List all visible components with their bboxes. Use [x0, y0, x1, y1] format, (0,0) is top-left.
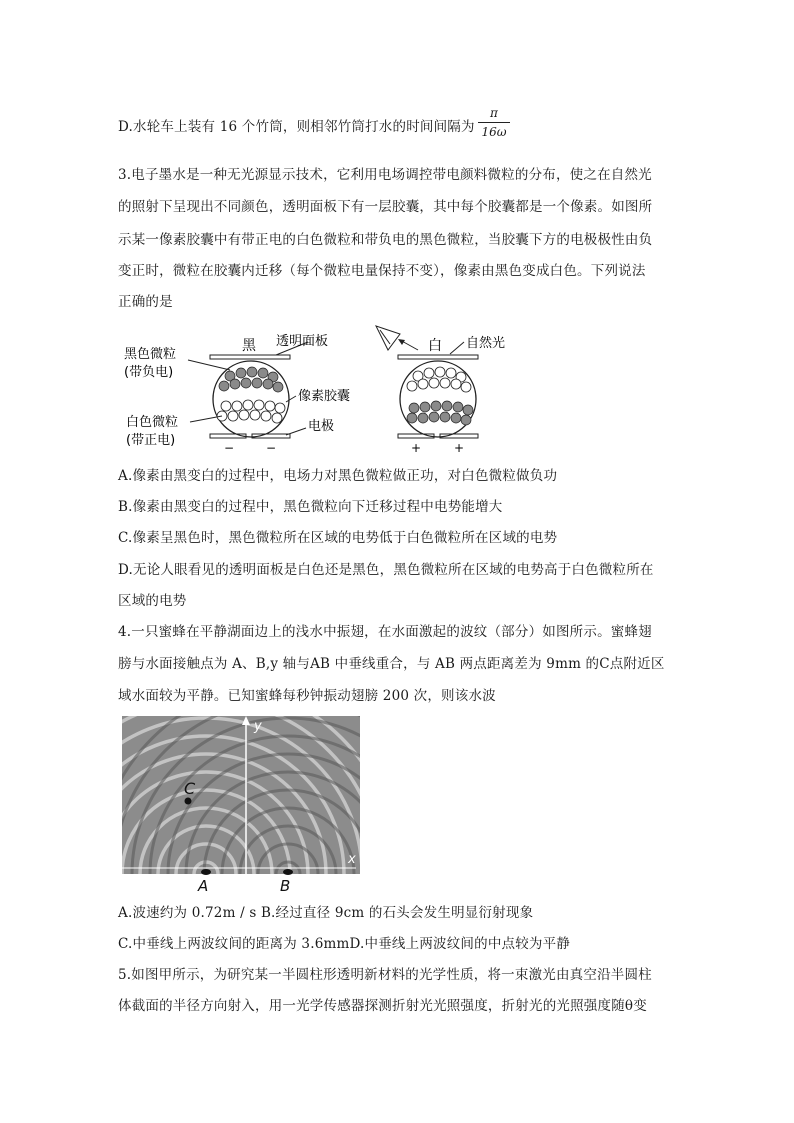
q3-option-b: B.像素由黑变白的过程中，黑色微粒向下迁移过程中电势能增大	[118, 499, 503, 515]
point-c-label: C	[184, 779, 196, 798]
y-axis-label: y	[254, 719, 262, 734]
point-b-label: B	[280, 877, 291, 894]
q5-line-2: 体截面的半径方向射入，用一光学传感器探测折射光光照强度，折射光的光照强度随θ变	[118, 998, 647, 1014]
prev-option-d: D.水轮车上装有 16 个竹筒，则相邻竹筒打水的时间间隔为	[118, 119, 475, 135]
q3-line-2: 的照射下呈现出不同颜色，透明面板下有一层胶囊，其中每个胶囊都是一个像素。如图所	[118, 199, 653, 215]
q3-line-1: 3.电子墨水是一种无光源显示技术，它利用电场调控带电颜料微粒的分布，使之在自然光	[118, 167, 652, 183]
black-particles-left	[219, 367, 283, 392]
minus-sign-1: −	[224, 441, 235, 455]
capsule-label: 像素胶囊	[298, 389, 351, 404]
transparent-panel-right	[398, 355, 478, 359]
q4-line-2: 膀与水面接触点为 A、B,y 轴与AB 中垂线重合，与 AB 两点距离差为 9mm 的C点附近区	[118, 656, 665, 672]
electrode-label: 电极	[308, 419, 335, 434]
q5-line-1: 5.如图甲所示，为研究某一半圆柱形透明新材料的光学性质，将一束激光由真空沿半圆柱	[118, 967, 652, 983]
q3-option-a: A.像素由黑变白的过程中，电场力对黑色微粒做正功，对白色微粒做负功	[118, 468, 558, 484]
white-particle-leader	[190, 416, 222, 422]
point-b-mark	[283, 869, 293, 875]
fraction-bar	[478, 122, 510, 123]
q4-line-1: 4.一只蜜蜂在平静湖面边上的浅水中振翅，在水面激起的波纹（部分）如图所示。蜜蜂翅	[118, 624, 652, 640]
minus-sign-2: −	[266, 441, 277, 455]
light-label: 自然光	[466, 336, 506, 351]
black-label: 黑	[242, 338, 256, 354]
black-particle-leader	[188, 360, 230, 370]
q4-options-cd: C.中垂线上两波纹间的距离为 3.6mmD.中垂线上两波纹间的中点较为平静	[118, 936, 571, 952]
point-a-label: A	[198, 877, 209, 894]
electrode-leader	[286, 428, 306, 435]
q3-option-d-line-1: D.无论人眼看见的透明面板是白色还是黑色，黑色微粒所在区域的电势高于白色微粒所在	[118, 562, 654, 578]
plus-sign-1: +	[411, 441, 422, 455]
panel-label: 透明面板	[276, 334, 329, 349]
eye-icon	[376, 326, 400, 350]
white-particle-label: 白色微粒	[126, 415, 179, 430]
point-c-dot	[185, 798, 192, 805]
q4-line-3: 域水面较为平静。已知蜜蜂每秒钟振动翅膀 200 次，则该水波	[118, 688, 496, 704]
q3-option-d-line-2: 区域的电势	[118, 593, 187, 609]
q3-line-4: 变正时，微粒在胶囊内迁移（每个微粒电量保持不变），像素由黑色变成白色。下列说法	[118, 263, 646, 279]
fraction-pi-over-16omega	[478, 106, 510, 139]
q3-option-c: C.像素呈黑色时，黑色微粒所在区域的电势低于白色微粒所在区域的电势	[118, 530, 558, 546]
eink-capsule-figure	[118, 322, 538, 457]
transparent-panel-left	[210, 355, 290, 359]
white-charge-label: (带正电)	[126, 433, 176, 448]
black-particles-right	[407, 401, 473, 425]
q4-options-ab: A.波速约为 0.72m / s B.经过直径 9cm 的石头会发生明显衍射现象	[118, 905, 534, 921]
q3-line-5: 正确的是	[118, 294, 173, 310]
x-axis-label: x	[348, 852, 356, 867]
fraction-numerator: π	[490, 106, 498, 120]
black-charge-label: (带负电)	[124, 365, 174, 380]
white-particles-left	[217, 400, 285, 423]
black-particle-label: 黑色微粒	[124, 347, 177, 362]
light-leader	[450, 342, 464, 354]
fraction-denominator: 16ω	[481, 125, 507, 139]
water-wave-figure	[122, 716, 362, 894]
white-label: 白	[428, 338, 442, 354]
q3-line-3: 示某一像素胶囊中有带正电的白色微粒和带负电的黑色微粒，当胶囊下方的电极极性由负	[118, 232, 653, 248]
point-a-mark	[201, 869, 211, 875]
white-particles-right	[407, 367, 471, 392]
capsule-leader	[286, 396, 296, 402]
plus-sign-2: +	[454, 441, 465, 455]
